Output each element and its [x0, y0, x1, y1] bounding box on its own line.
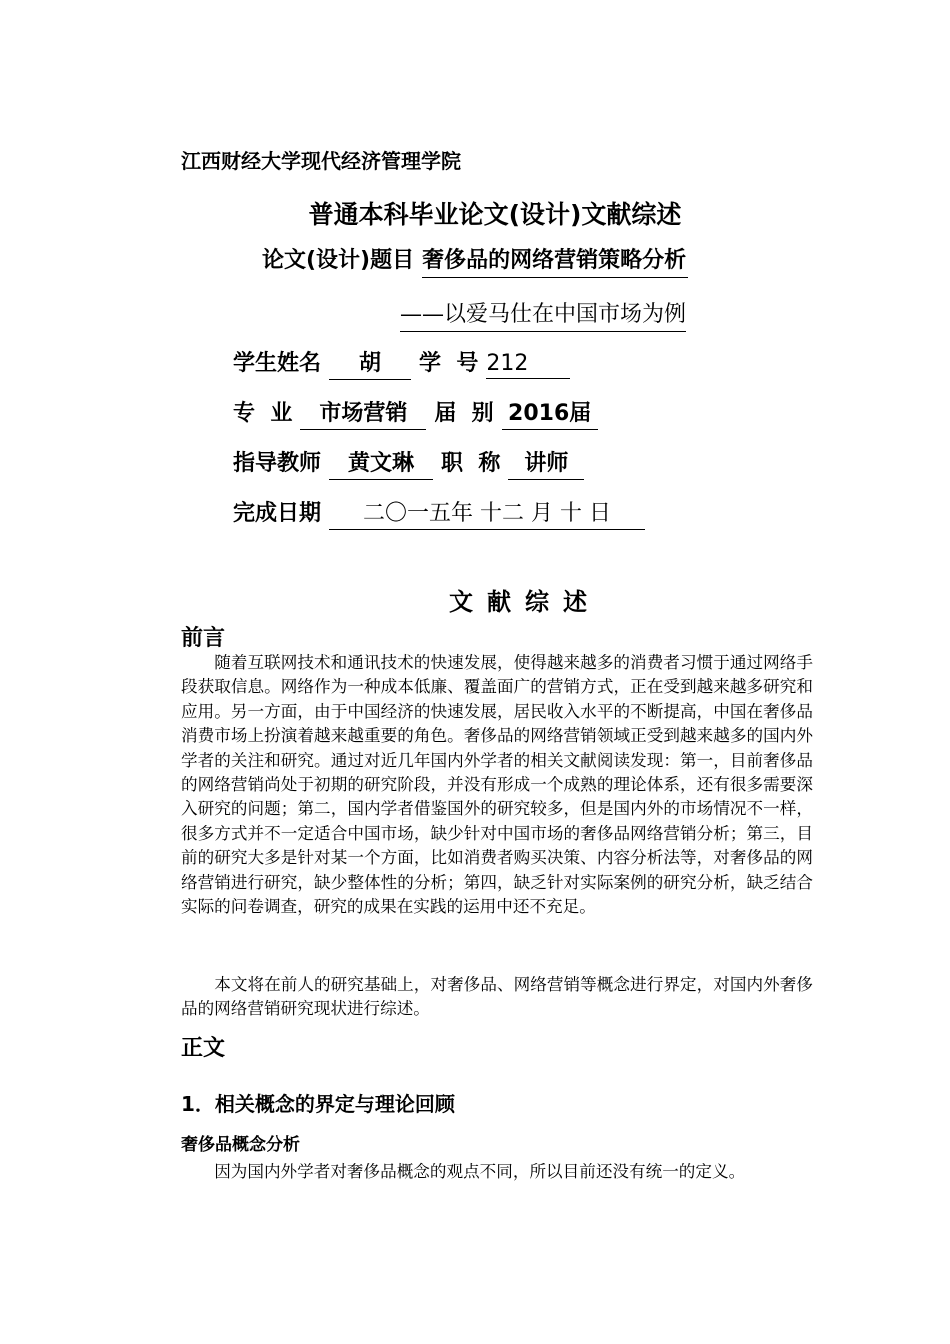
date-row [233, 496, 653, 530]
major-row [233, 396, 606, 430]
body-heading: 正文 [181, 1036, 226, 1061]
subsection-heading: 奢侈品概念分析 [181, 1135, 300, 1155]
major-label: 专 业 [233, 401, 293, 426]
topic-value: 奢侈品的网络营销策略分析 [422, 243, 688, 278]
class-value: 2016届 [502, 396, 598, 430]
name-value: 胡 [329, 346, 411, 380]
topic-subtitle: ——以爱马仕在中国市场为例 [400, 302, 686, 332]
rank-value: 讲师 [508, 446, 584, 480]
preface-heading: 前言 [181, 626, 226, 651]
id-label: 学 号 [419, 351, 479, 376]
date-label: 完成日期 [233, 501, 322, 526]
rank-label: 职 称 [441, 451, 501, 476]
topic-subtitle-row [400, 297, 686, 328]
document-title: 普通本科毕业论文(设计)文献综述 [308, 200, 682, 229]
topic-row [262, 243, 688, 278]
advisor-value: 黄文琳 [329, 446, 433, 480]
body-paragraph-1: 因为国内外学者对奢侈品概念的观点不同，所以目前还没有统一的定义。 [214, 1162, 746, 1181]
preface-paragraph-1: 随着互联网技术和通讯技术的快速发展，使得越来越多的消费者习惯于通过网络手段获取信息。网络作为一种成本低廉、覆盖面广的营销方式，正在受到越来越多研究和应用。另一方面，由于中国经济的快速发展，居民收入水平的不断提高，中国在奢侈品消费市场上扮演着越来越重要的角色。奢侈品的网络营销领域正受到越来越多的国内外学者的关注和研究。通过对近几年国内外学者的相关文献阅读发现：第一，目前奢侈品的网络营销尚处于初期的研究阶段，并没有形成一个成熟的理论体系，还有很多需要深入研究的问题；第二，国内学者借鉴国外的研究较多，但是国内外的市场情况不一样，很多方式并不一定适合中国市场，缺少针对中国市场的奢侈品网络营销分析；第三，目前的研究大多是针对某一个方面，比如消费者购买决策、内容分析法等，对奢侈品的网络营销进行研究，缺少整体性的分析；第四，缺乏针对实际案例的研究分析，缺乏结合实际的问卷调查，研究的成果在实践的运用中还不充足。 [181, 653, 813, 917]
advisor-row [233, 446, 592, 480]
student-row [233, 346, 578, 380]
date-value: 二〇一五年 十二 月 十 日 [329, 496, 645, 530]
name-label: 学生姓名 [233, 351, 322, 376]
school-name: 江西财经大学现代经济管理学院 [181, 149, 461, 173]
preface-paragraph-2: 本文将在前人的研究基础上，对奢侈品、网络营销等概念进行界定，对国内外奢侈品的网络营销研究现状进行综述。 [181, 975, 813, 1019]
topic-label: 论文(设计)题目 [262, 248, 415, 273]
section-1-heading: 1．相关概念的界定与理论回顾 [181, 1092, 455, 1116]
review-title: 文献综述 [449, 588, 601, 616]
id-value: 212 [486, 351, 570, 379]
class-label: 届 别 [434, 401, 494, 426]
major-value: 市场营销 [300, 396, 426, 430]
advisor-label: 指导教师 [233, 451, 322, 476]
